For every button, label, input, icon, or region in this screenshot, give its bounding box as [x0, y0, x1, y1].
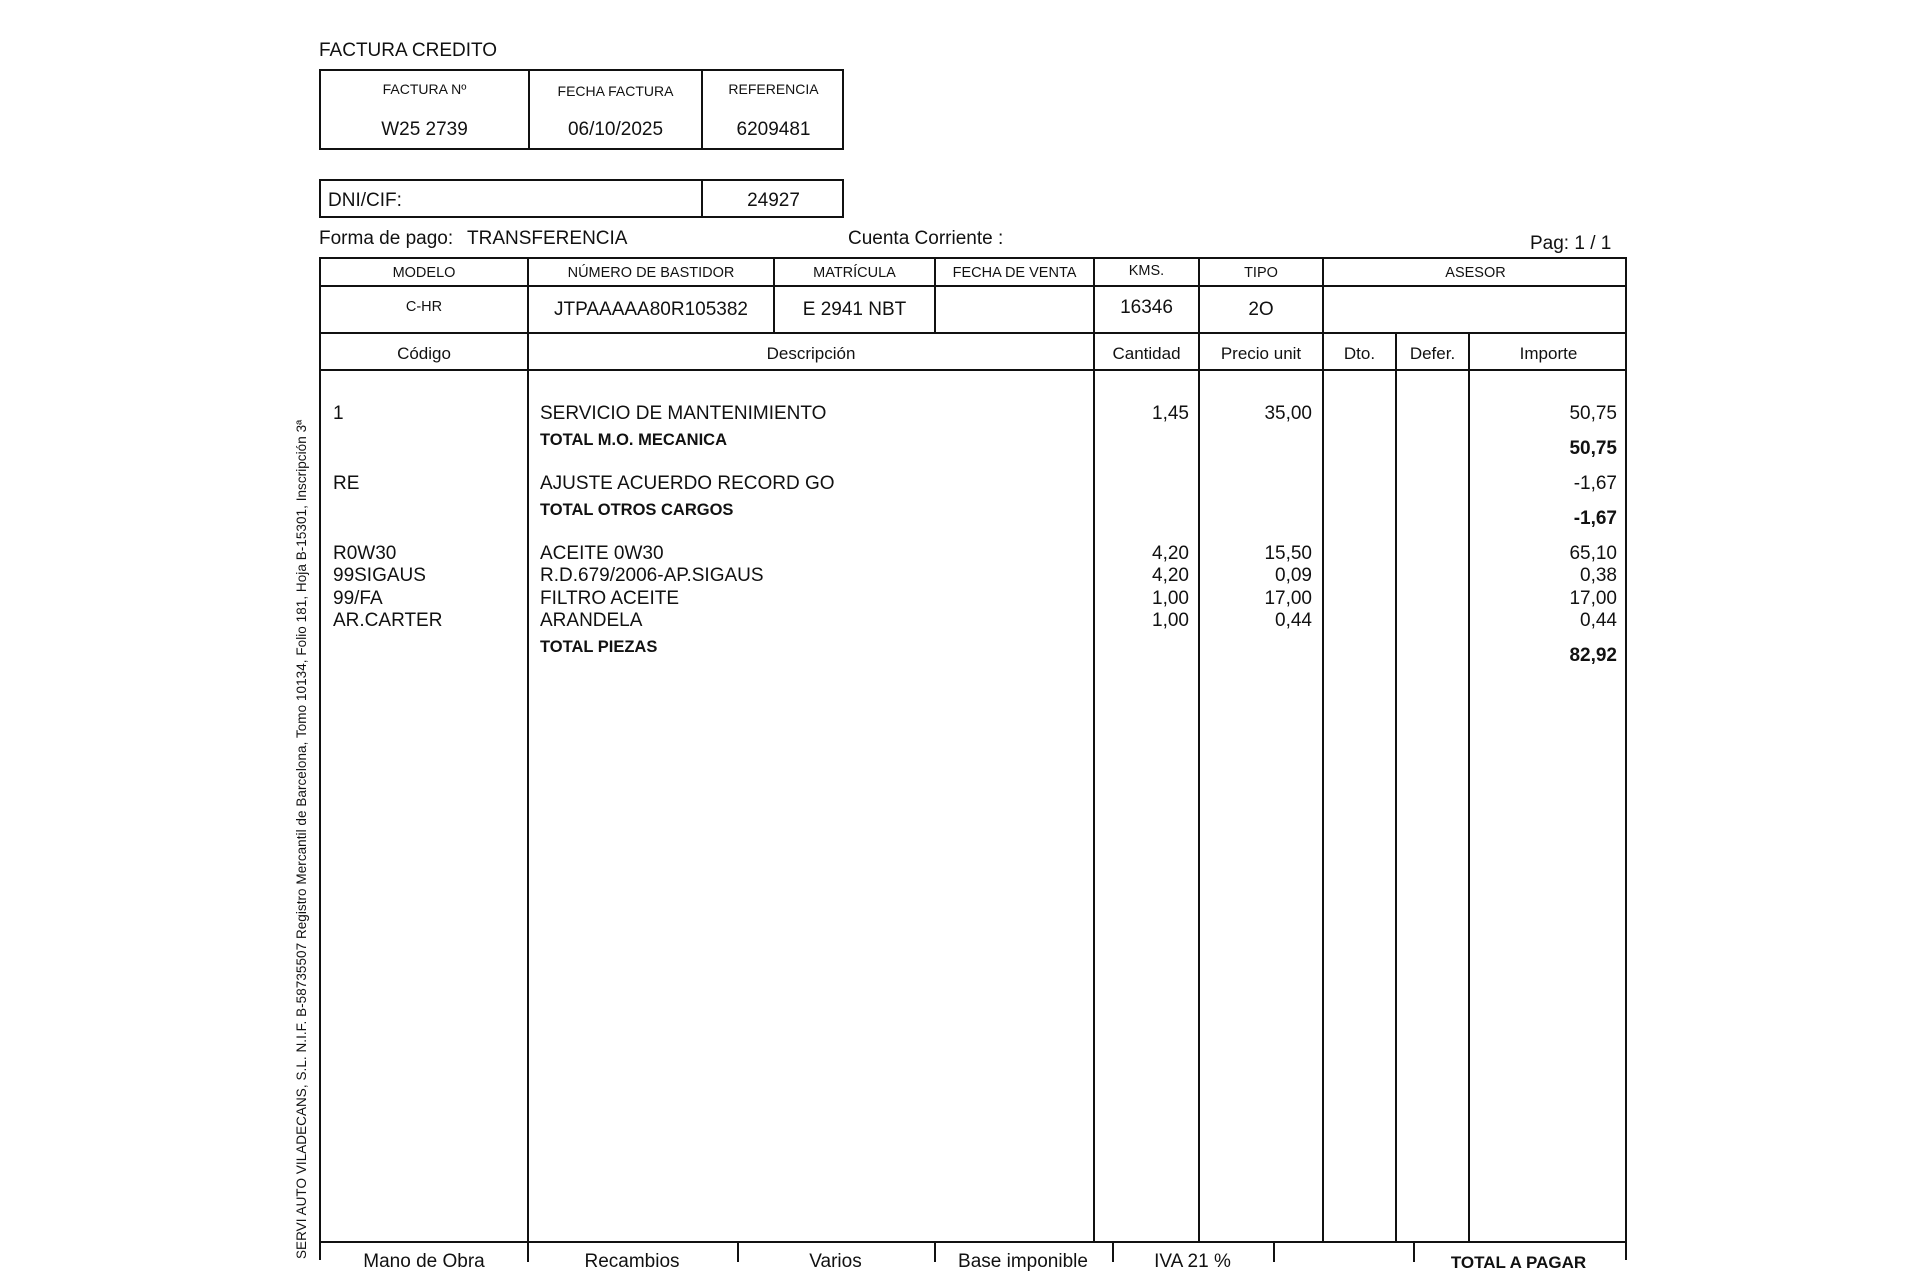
vehicle-header-kms: KMS.: [1128, 263, 1165, 279]
dni-box: [319, 179, 844, 218]
subtotal-amount: 82,92: [1569, 645, 1617, 666]
line-description: ARANDELA: [540, 610, 643, 631]
vehicle-header-type: TIPO: [1244, 265, 1278, 281]
invoice-ref-cell: [701, 71, 844, 148]
subtotal-label: TOTAL M.O. MECANICA: [540, 431, 727, 449]
dni-label: DNI/CIF:: [328, 190, 402, 211]
vline: [1198, 332, 1200, 1241]
account-label: Cuenta Corriente :: [848, 228, 1004, 249]
dni-value-cell: [701, 181, 844, 216]
col-header-description: Descripción: [766, 344, 856, 363]
vehicle-type: 2O: [1248, 299, 1274, 320]
invoice-info-box: [319, 69, 844, 150]
line-unit-price: 0,09: [1275, 565, 1312, 586]
line-unit-price: 35,00: [1264, 403, 1312, 424]
vehicle-plate: E 2941 NBT: [802, 299, 907, 320]
dni-label-cell: [321, 181, 701, 216]
footer-total-label: TOTAL A PAGAR: [1450, 1253, 1587, 1272]
vehicle-row-divider: [321, 332, 1625, 334]
line-quantity: 1,45: [1152, 403, 1189, 424]
vehicle-header-plate: MATRÍCULA: [813, 265, 896, 281]
line-description: AJUSTE ACUERDO RECORD GO: [540, 473, 835, 494]
vehicle-header-vin: NÚMERO DE BASTIDOR: [567, 265, 735, 281]
invoice-date: 06/10/2025: [567, 119, 664, 140]
subtotal-label: TOTAL PIEZAS: [540, 638, 658, 656]
invoice-number-label: FACTURA Nº: [382, 81, 467, 97]
column-header-divider: [321, 369, 1625, 371]
line-amount: 0,38: [1580, 565, 1617, 586]
vehicle-header-model: MODELO: [392, 265, 456, 281]
footer-vat: IVA 21 %: [1154, 1251, 1231, 1272]
subtotal-amount: 50,75: [1569, 438, 1617, 459]
dni-value: 24927: [747, 190, 800, 211]
vline: [1273, 1241, 1275, 1262]
invoice-date-label: FECHA FACTURA: [557, 83, 674, 99]
col-header-amount: Importe: [1519, 344, 1578, 363]
line-quantity: 1,00: [1152, 588, 1189, 609]
vline: [1093, 332, 1095, 1241]
footer-divider: [321, 1241, 1625, 1243]
line-amount: 50,75: [1569, 403, 1617, 424]
invoice-ref-label: REFERENCIA: [728, 81, 819, 97]
col-header-unit-price: Precio unit: [1220, 344, 1302, 363]
invoice-number: W25 2739: [381, 119, 468, 140]
company-legal-note: SERVI AUTO VILADECANS, S.L. N.I.F. B-58735507 Registro Mercantil de Barcelona, Tomo 10134, Folio 181, Hoja B-15301, Inscripción 3ª: [294, 419, 309, 1259]
line-description: SERVICIO DE MANTENIMIENTO: [540, 403, 827, 424]
line-code: 99SIGAUS: [333, 565, 426, 586]
line-code: R0W30: [333, 543, 397, 564]
col-header-code: Código: [397, 344, 451, 363]
footer-parts: Recambios: [584, 1251, 680, 1272]
vline: [1322, 332, 1324, 1241]
payment-label: Forma de pago:: [319, 228, 454, 249]
footer-taxable-base: Base imponible: [958, 1251, 1088, 1272]
subtotal-label: TOTAL OTROS CARGOS: [540, 501, 734, 519]
vehicle-vin: JTPAAAAA80R105382: [554, 299, 748, 320]
vehicle-model: C-HR: [405, 299, 443, 315]
line-quantity: 4,20: [1152, 565, 1189, 586]
col-header-quantity: Cantidad: [1112, 344, 1181, 363]
line-code: AR.CARTER: [333, 610, 443, 631]
line-description: FILTRO ACEITE: [540, 588, 680, 609]
vehicle-kms: 16346: [1120, 297, 1173, 318]
line-unit-price: 0,44: [1275, 610, 1312, 631]
subtotal-amount: -1,67: [1573, 508, 1617, 529]
invoice-ref: 6209481: [736, 119, 811, 140]
vline: [1395, 332, 1397, 1241]
page-number: Pag: 1 / 1: [1530, 233, 1612, 254]
line-code: 1: [333, 403, 344, 424]
line-amount: 17,00: [1569, 588, 1617, 609]
line-unit-price: 15,50: [1264, 543, 1312, 564]
payment-method: TRANSFERENCIA: [467, 228, 628, 249]
line-amount: -1,67: [1573, 473, 1617, 494]
line-quantity: 1,00: [1152, 610, 1189, 631]
line-amount: 0,44: [1580, 610, 1617, 631]
vline: [527, 332, 529, 1241]
footer-labor: Mano de Obra: [363, 1251, 485, 1272]
document-title: FACTURA CREDITO: [319, 40, 498, 61]
line-description: ACEITE 0W30: [540, 543, 664, 564]
vline: [1468, 332, 1470, 1241]
invoice-number-cell: [321, 71, 528, 148]
vehicle-header-advisor: ASESOR: [1445, 265, 1506, 281]
line-unit-price: 17,00: [1264, 588, 1312, 609]
col-header-discount: Dto.: [1343, 344, 1376, 363]
line-code: 99/FA: [333, 588, 383, 609]
line-code: RE: [333, 473, 360, 494]
line-quantity: 4,20: [1152, 543, 1189, 564]
line-amount: 65,10: [1569, 543, 1617, 564]
main-table: [319, 257, 1627, 1260]
col-header-deferred: Defer.: [1409, 344, 1456, 363]
invoice-date-cell: [528, 71, 701, 148]
line-description: R.D.679/2006-AP.SIGAUS: [540, 565, 764, 586]
footer-misc: Varios: [809, 1251, 862, 1272]
vehicle-header-divider: [321, 285, 1625, 287]
vehicle-header-sale-date: FECHA DE VENTA: [952, 265, 1077, 281]
